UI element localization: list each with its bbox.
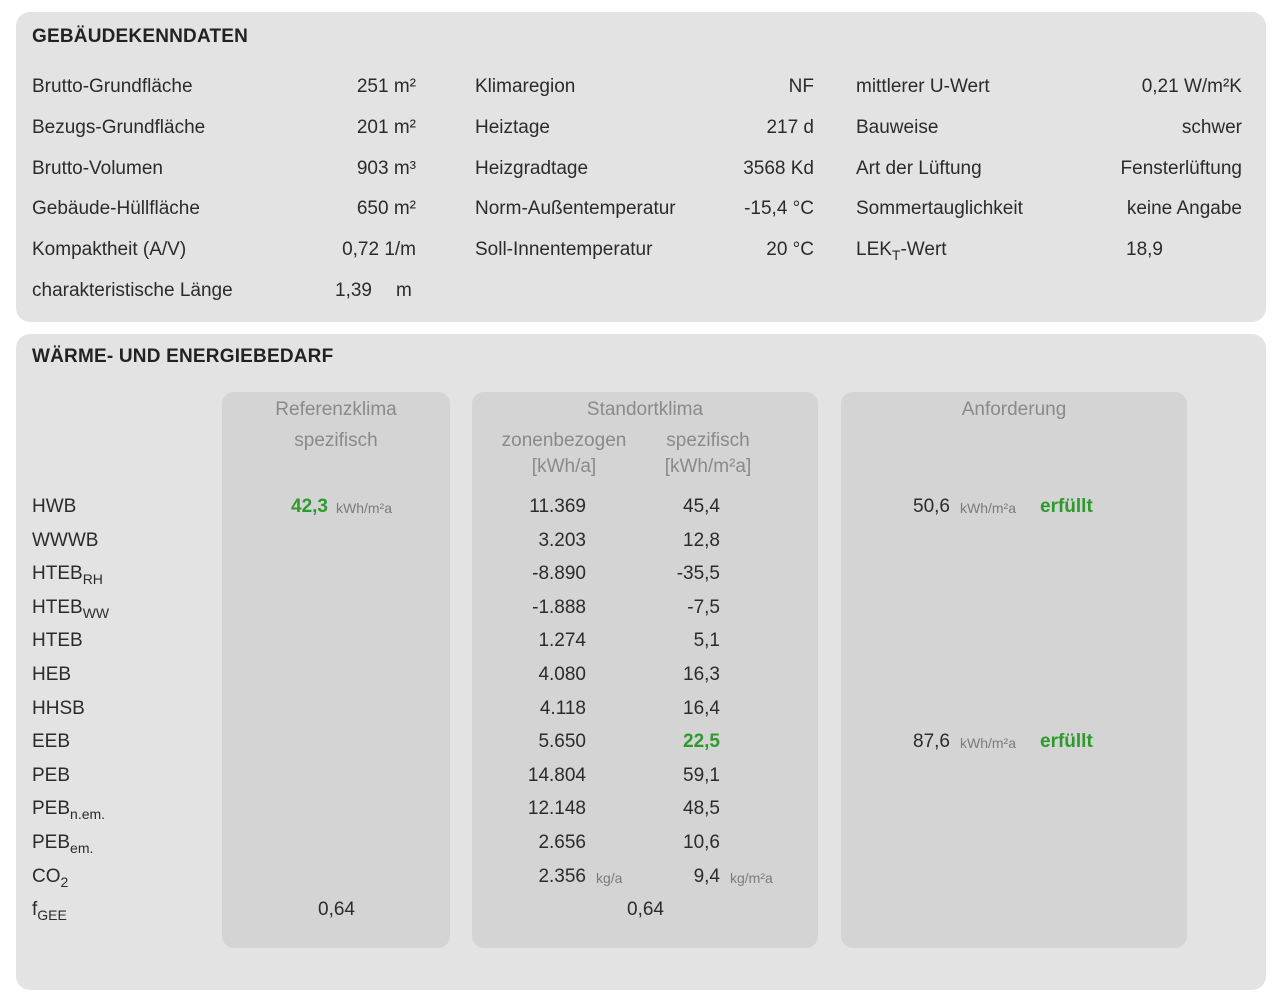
- ref-unit-hwb: kWh/m²a: [336, 500, 392, 516]
- row-label-main: f: [32, 899, 38, 921]
- row-label-pebnem: [32, 798, 105, 825]
- label-char-laenge: charakteristische Länge: [32, 280, 233, 301]
- label-sommertauglichkeit: Sommertauglichkeit: [856, 198, 1023, 219]
- value-char-laenge: 1,39: [335, 280, 372, 301]
- label-bezugs-grundflaeche: Bezugs-Grundfläche: [32, 117, 206, 138]
- spec-value-htebww: -7,5: [687, 596, 720, 618]
- zone-value-hteb: 1.274: [538, 630, 586, 652]
- value-gebaeude-huellflaeche: 650 m²: [356, 198, 416, 219]
- zone-value-heb: 4.080: [538, 664, 586, 685]
- value-bezugs-grundflaeche: 201 m²: [356, 117, 416, 138]
- label-bauweise: Bauweise: [856, 117, 939, 138]
- row-label-fgee: [32, 899, 67, 926]
- zone-value-htebww: -1.888: [532, 596, 586, 618]
- label-mittlerer-u-wert: mittlerer U-Wert: [856, 76, 990, 97]
- header-anforderung: Anforderung: [961, 399, 1067, 420]
- row-label-hwb: [32, 496, 76, 518]
- row-label-pebem: [32, 832, 93, 859]
- row-label-co2: [32, 866, 68, 893]
- row-label-hteb: [32, 630, 83, 652]
- std-combined-fgee: 0,64: [627, 899, 664, 921]
- header-referenzklima-spezifisch: spezifisch: [294, 430, 378, 451]
- spec-value-htebrh: -35,5: [676, 563, 720, 585]
- label-heiztage: Heiztage: [475, 117, 550, 138]
- req-value-eeb: 87,6: [913, 731, 950, 753]
- zone-value-hwb: 11.369: [529, 496, 586, 517]
- spec-value-wwwb: 12,8: [683, 529, 720, 551]
- building-data-panel: [16, 12, 1266, 322]
- row-label-sub: n.em.: [70, 806, 106, 823]
- label-heizgradtage: Heizgradtage: [475, 158, 589, 179]
- row-label-sub: em.: [70, 839, 94, 856]
- zone-value-co2: 2.356: [538, 865, 586, 887]
- spec-unit-co2: kg/m²a: [730, 869, 773, 886]
- value-klimaregion: NF: [788, 76, 814, 97]
- value-soll-innentemperatur: 20 °C: [766, 239, 814, 260]
- header-spezifisch-unit: [kWh/m²a]: [664, 456, 752, 477]
- value-sommertauglichkeit: keine Angabe: [1126, 198, 1242, 219]
- zone-value-wwwb: 3.203: [538, 529, 586, 551]
- row-label-sub: RH: [82, 570, 103, 587]
- header-standortklima: Standortklima: [586, 399, 704, 420]
- zone-value-pebnem: 12.148: [527, 798, 586, 820]
- row-label-hhsb: [32, 698, 85, 720]
- req-status-eeb: erfüllt: [1040, 731, 1093, 753]
- row-label-main: HTEB: [32, 563, 83, 585]
- req-unit-eeb: kWh/m²a: [960, 735, 1016, 752]
- zone-value-hhsb: 4.118: [539, 697, 586, 719]
- label-art-der-lueftung: Art der Lüftung: [856, 158, 982, 179]
- row-label-sub: GEE: [37, 906, 67, 923]
- row-label-main: PEB: [32, 764, 71, 786]
- spec-value-pebnem: 48,5: [683, 798, 720, 820]
- header-zonenbezogen: zonenbezogen: [501, 430, 627, 451]
- header-referenzklima: Referenzklima: [275, 399, 397, 420]
- label-soll-innentemperatur: Soll-Innentemperatur: [475, 239, 653, 260]
- spec-value-pebem: 10,6: [683, 832, 720, 853]
- spec-value-hwb: 45,4: [683, 496, 720, 517]
- row-label-htebww: [32, 597, 109, 624]
- zone-unit-co2: kg/a: [596, 869, 623, 886]
- unit-char-laenge: m: [396, 280, 412, 301]
- row-label-main: HTEB: [32, 630, 83, 652]
- label-klimaregion: Klimaregion: [475, 76, 576, 97]
- row-label-sub: 2: [60, 873, 69, 890]
- row-label-eeb: [32, 731, 70, 753]
- value-brutto-volumen: 903 m³: [356, 158, 416, 179]
- spec-value-eeb: 22,5: [683, 731, 720, 753]
- spec-value-heb: 16,3: [683, 664, 720, 685]
- label-lek-wert: $LEK_T$-Wert: [856, 239, 947, 263]
- row-label-main: EEB: [32, 731, 71, 753]
- header-zonenbezogen-unit: [kWh/a]: [531, 456, 597, 477]
- row-label-main: WWWB: [32, 529, 99, 551]
- row-label-main: CO: [32, 865, 61, 887]
- label-norm-aussentemperatur: Norm-Außentemperatur: [475, 198, 676, 219]
- row-label-htebrh: [32, 563, 103, 590]
- value-lek-wert: 18,9: [1126, 239, 1163, 260]
- req-status-hwb: erfüllt: [1040, 496, 1093, 517]
- row-label-main: HTEB: [32, 596, 83, 618]
- zone-value-htebrh: -8.890: [532, 563, 586, 585]
- req-value-hwb: 50,6: [913, 496, 950, 517]
- value-kompaktheit: 0,72 1/m: [342, 239, 416, 260]
- req-unit-hwb: kWh/m²a: [960, 500, 1016, 516]
- ref-value-fgee: 0,64: [318, 899, 355, 921]
- row-label-main: HHSB: [32, 697, 85, 719]
- spec-value-hteb: 5,1: [693, 630, 720, 652]
- label-brutto-volumen: Brutto-Volumen: [32, 158, 163, 179]
- value-heiztage: 217 d: [766, 117, 814, 138]
- row-label-main: PEB: [32, 798, 71, 820]
- energy-demand-title: WÄRME- UND ENERGIEBEDARF: [32, 346, 334, 367]
- value-art-der-lueftung: Fensterlüftung: [1120, 158, 1242, 179]
- value-bauweise: schwer: [1181, 117, 1242, 138]
- row-label-main: HEB: [32, 664, 72, 685]
- row-label-sub: WW: [82, 604, 110, 621]
- label-kompaktheit: Kompaktheit (A/V): [32, 239, 187, 260]
- spec-value-peb: 59,1: [683, 764, 720, 786]
- building-data-title: GEBÄUDEKENNDATEN: [32, 26, 249, 47]
- value-norm-aussentemperatur: -15,4 °C: [744, 198, 814, 219]
- spec-value-co2: 9,4: [693, 865, 720, 887]
- energy-demand-panel: [16, 334, 1266, 990]
- row-label-main: PEB: [32, 832, 71, 853]
- row-label-wwwb: [32, 530, 98, 552]
- row-label-main: HWB: [32, 496, 77, 517]
- zone-value-peb: 14.804: [527, 764, 586, 786]
- column-referenzklima: [222, 392, 450, 948]
- row-label-heb: [32, 664, 71, 686]
- value-brutto-grundflaeche: 251 m²: [356, 76, 416, 97]
- value-heizgradtage: 3568 Kd: [743, 158, 814, 179]
- label-brutto-grundflaeche: Brutto-Grundfläche: [32, 76, 193, 97]
- label-gebaeude-huellflaeche: Gebäude-Hüllfläche: [32, 198, 200, 219]
- value-mittlerer-u-wert: 0,21 W/m²K: [1141, 76, 1242, 97]
- zone-value-eeb: 5.650: [538, 731, 586, 753]
- header-spezifisch: spezifisch: [666, 430, 750, 451]
- row-label-peb: [32, 765, 70, 787]
- zone-value-pebem: 2.656: [538, 832, 586, 853]
- ref-value-hwb: 42,3: [291, 496, 328, 517]
- spec-value-hhsb: 16,4: [683, 697, 720, 719]
- column-anforderung: [841, 392, 1187, 948]
